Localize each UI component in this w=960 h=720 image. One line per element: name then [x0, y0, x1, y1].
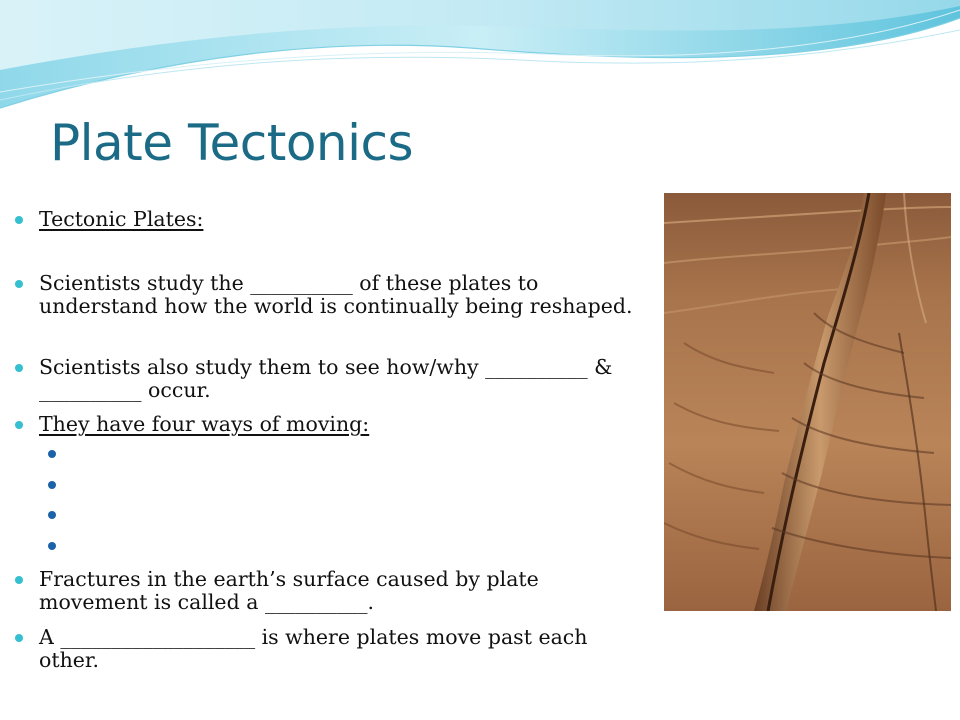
bullet-dot-icon [15, 576, 23, 584]
bullet-item-fractures [39, 568, 639, 614]
bullet-item-study-why [39, 356, 639, 402]
empty-subbullet [48, 450, 60, 462]
bullet-dot-icon [15, 216, 23, 224]
subbullet-dot-icon [48, 450, 56, 458]
slide-title: Plate Tectonics [50, 114, 414, 172]
bullet-item-four-ways [39, 413, 639, 436]
subbullet-dot-icon [48, 511, 56, 519]
bullet-text: Fractures in the earth’s surface caused by plate movement is called a __________. [39, 567, 539, 614]
bullet-dot-icon [15, 364, 23, 372]
bullet-text: Tectonic Plates: [39, 207, 204, 231]
bullet-dot-icon [15, 634, 23, 642]
bullet-text: Scientists also study them to see how/why __________ & __________ occur. [39, 355, 613, 402]
fault-landscape-photo [664, 193, 951, 611]
bullet-item-plates-move-past [39, 626, 639, 672]
empty-subbullet [48, 542, 60, 554]
bullet-text: They have four ways of moving: [39, 412, 370, 436]
bullet-dot-icon [15, 421, 23, 429]
bullet-text: A ___________________ is where plates move past each other. [39, 625, 588, 672]
empty-subbullet [48, 511, 60, 523]
bullet-item-study-movement [39, 272, 639, 318]
bullet-dot-icon [15, 280, 23, 288]
subbullet-dot-icon [48, 481, 56, 489]
empty-subbullet [48, 481, 60, 493]
bullet-item-tectonic-plates [39, 208, 639, 231]
subbullet-dot-icon [48, 542, 56, 550]
bullet-text: Scientists study the __________ of these plates to understand how the world is continually being reshaped. [39, 271, 633, 318]
